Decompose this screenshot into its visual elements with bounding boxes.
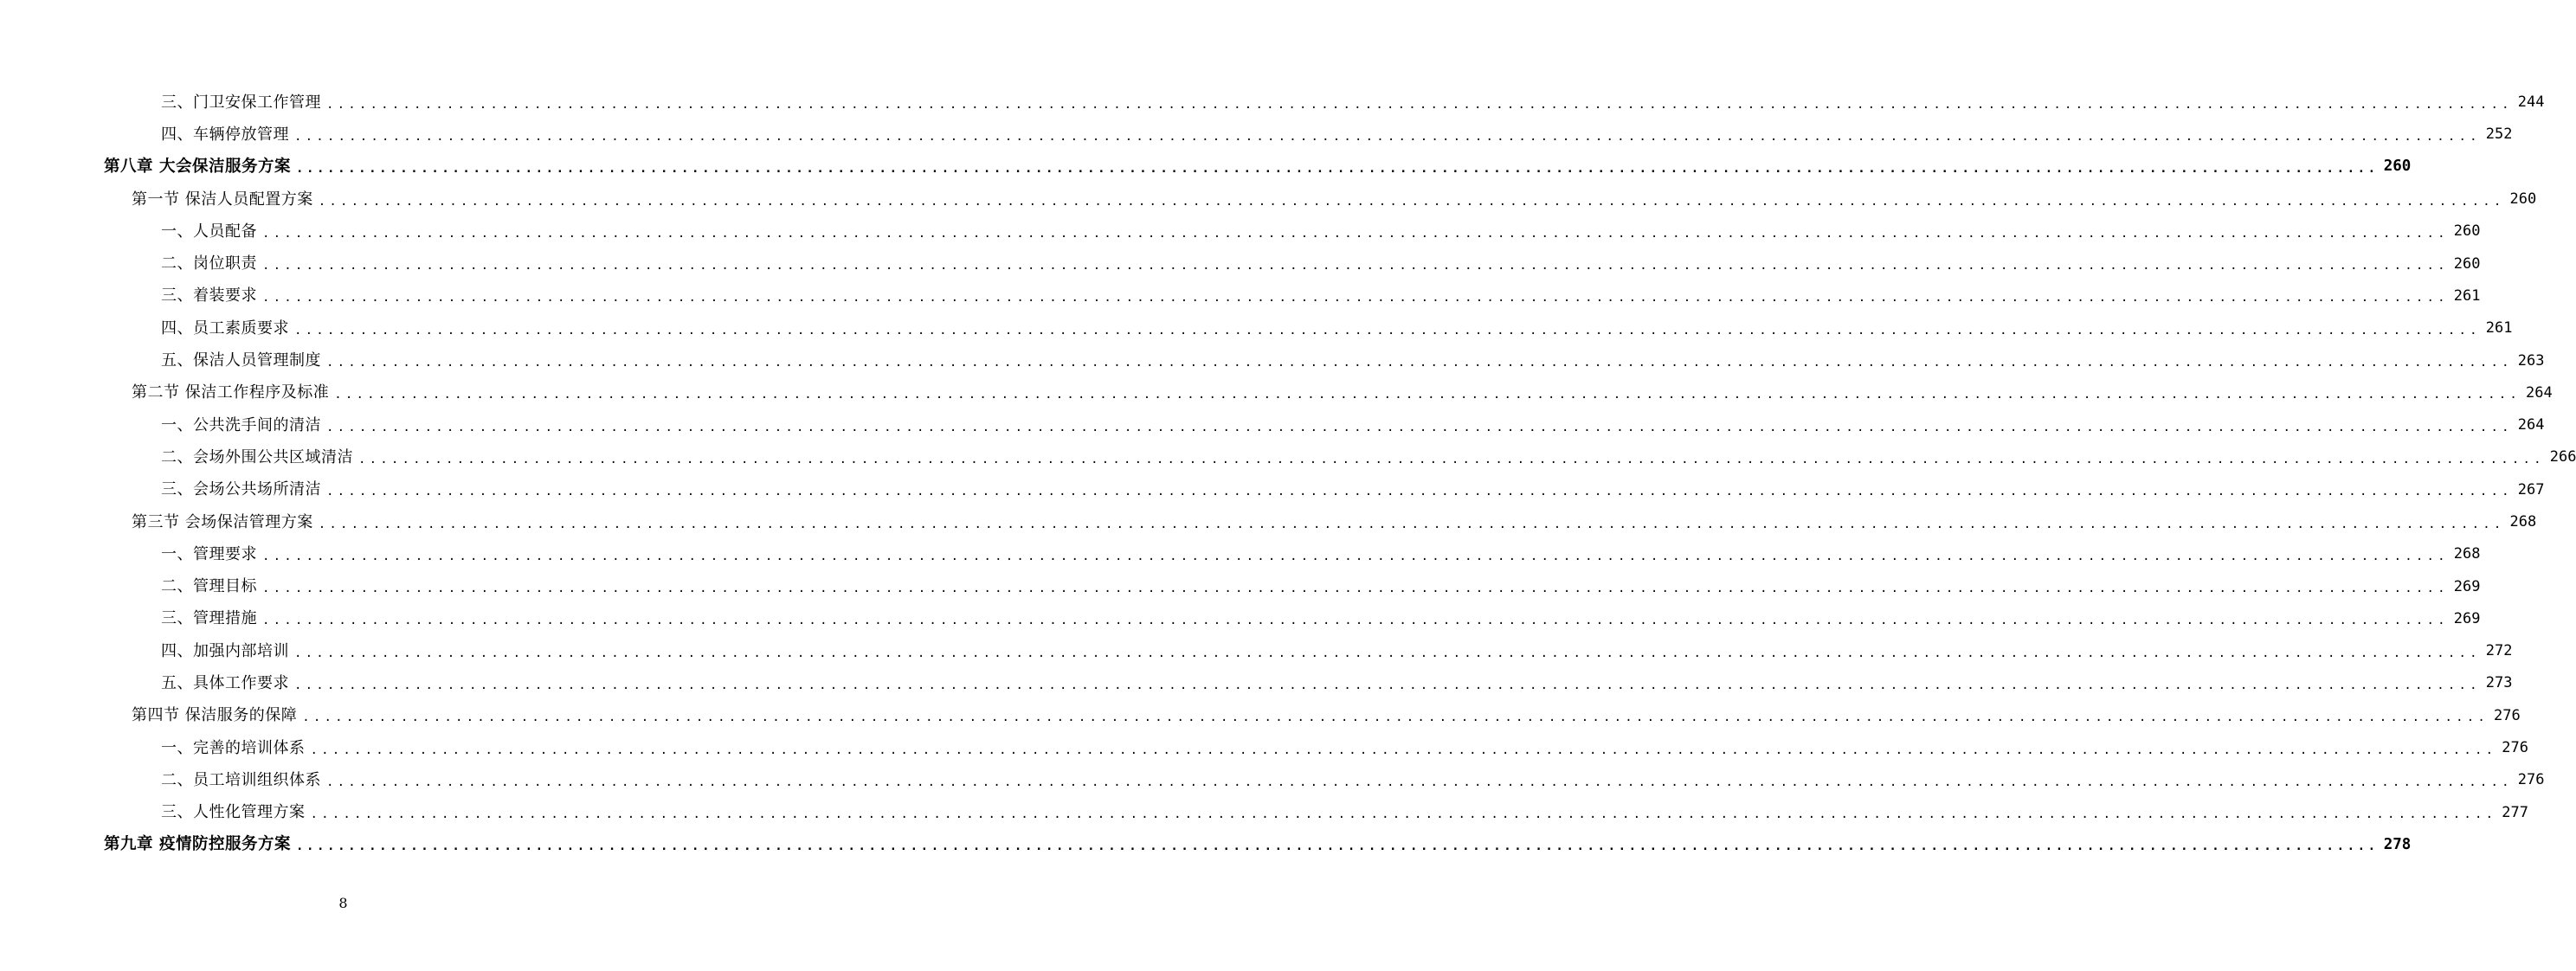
toc-dot-leader: ........................................................................................................................................................................................................ xyxy=(334,388,2521,402)
toc-entry-title: 五、保洁人员管理制度 xyxy=(161,351,321,370)
toc-entry-title: 第三节 会场保洁管理方案 xyxy=(132,512,313,531)
toc-entry-title: 第一节 保洁人员配置方案 xyxy=(132,190,313,209)
toc-dot-leader: ........................................................................................................................................................................................................ xyxy=(295,839,2379,854)
toc-dot-leader: ........................................................................................................................................................................................................ xyxy=(262,259,2449,273)
toc-dot-leader: ........................................................................................................................................................................................................ xyxy=(262,226,2449,241)
toc-dot-leader: ........................................................................................................................................................................................................ xyxy=(318,194,2505,209)
toc-entry-page: 260 xyxy=(2383,158,2412,176)
toc-entry-title: 四、加强内部培训 xyxy=(161,641,289,660)
toc-entry-page: 269 xyxy=(2453,609,2481,627)
toc-dot-leader: ........................................................................................................................................................................................................ xyxy=(294,323,2481,338)
toc-subsection-entry[interactable] xyxy=(0,344,2545,376)
toc-dot-leader: ........................................................................................................................................................................................................ xyxy=(310,743,2497,757)
toc-section-entry[interactable] xyxy=(0,183,2537,215)
toc-dot-leader: ........................................................................................................................................................................................................ xyxy=(326,97,2513,112)
toc-dot-leader: ........................................................................................................................................................................................................ xyxy=(262,549,2449,563)
toc-section-entry[interactable] xyxy=(0,506,2537,538)
toc-subsection-entry[interactable] xyxy=(0,87,2545,119)
toc-dot-leader: ........................................................................................................................................................................................................ xyxy=(295,162,2379,177)
toc-dot-leader: ........................................................................................................................................................................................................ xyxy=(326,420,2513,434)
page-number: 8 xyxy=(338,895,348,911)
toc-dot-leader: ........................................................................................................................................................................................................ xyxy=(326,356,2513,370)
toc-subsection-entry[interactable] xyxy=(0,215,2481,248)
toc-subsection-entry[interactable] xyxy=(0,280,2481,312)
toc-dot-leader: ........................................................................................................................................................................................................ xyxy=(326,775,2513,789)
toc-entry-page: 261 xyxy=(2485,319,2513,338)
toc-subsection-entry[interactable] xyxy=(0,441,2576,473)
toc-entry-page: 261 xyxy=(2453,286,2481,305)
toc-entry-page: 264 xyxy=(2525,383,2553,402)
toc-entry-page: 278 xyxy=(2383,835,2412,853)
toc-entry-page: 276 xyxy=(2493,706,2521,724)
toc-entry-page: 276 xyxy=(2517,771,2545,789)
toc-subsection-entry[interactable] xyxy=(0,474,2545,506)
toc-entry-page: 276 xyxy=(2502,739,2528,757)
toc-entry-page: 260 xyxy=(2453,222,2481,241)
toc-dot-leader: ........................................................................................................................................................................................................ xyxy=(310,807,2497,822)
toc-entry-page: 260 xyxy=(2509,190,2537,209)
toc-dot-leader: ........................................................................................................................................................................................................ xyxy=(302,711,2489,725)
toc-entry-title: 一、管理要求 xyxy=(161,544,257,563)
toc-entry-page: 277 xyxy=(2502,803,2528,821)
toc-entry-title: 第二节 保洁工作程序及标准 xyxy=(132,383,330,402)
toc-dot-leader: ........................................................................................................................................................................................................ xyxy=(294,678,2481,692)
toc-subsection-entry[interactable] xyxy=(0,312,2513,344)
toc-entry-title: 二、岗位职责 xyxy=(161,254,257,273)
toc-entry-page: 269 xyxy=(2453,577,2481,595)
toc-entry-title: 二、员工培训组织体系 xyxy=(161,770,321,789)
toc-dot-leader: ........................................................................................................................................................................................................ xyxy=(262,291,2449,305)
toc-entry-title: 三、管理措施 xyxy=(161,609,257,628)
toc-entry-title: 三、人性化管理方案 xyxy=(161,803,306,822)
toc-entry-title: 一、人员配备 xyxy=(161,222,257,241)
toc-entry-title: 四、员工素质要求 xyxy=(161,318,289,338)
toc-section-entry[interactable] xyxy=(0,377,2553,409)
toc-subsection-entry[interactable] xyxy=(0,248,2481,280)
toc-subsection-entry[interactable] xyxy=(0,119,2513,151)
toc-subsection-entry[interactable] xyxy=(0,603,2481,635)
toc-entry-page: 260 xyxy=(2453,254,2481,273)
toc-section-entry[interactable] xyxy=(0,700,2521,732)
toc-dot-leader: ........................................................................................................................................................................................................ xyxy=(294,646,2481,660)
toc-entry-page: 244 xyxy=(2517,93,2545,112)
toc-entry-page: 263 xyxy=(2517,351,2545,370)
toc-dot-leader: ........................................................................................................................................................................................................ xyxy=(294,129,2481,144)
toc-entry-page: 272 xyxy=(2485,642,2513,660)
toc-entry-title: 一、公共洗手间的清洁 xyxy=(161,415,321,434)
toc-dot-leader: ........................................................................................................................................................................................................ xyxy=(358,452,2545,466)
toc-entry-page: 268 xyxy=(2453,545,2481,563)
toc-subsection-entry[interactable] xyxy=(0,764,2545,796)
toc-entry-title: 二、会场外围公共区域清洁 xyxy=(161,447,353,466)
toc-subsection-entry[interactable] xyxy=(0,570,2481,602)
toc-dot-leader: ........................................................................................................................................................................................................ xyxy=(262,582,2449,596)
toc-chapter-entry[interactable] xyxy=(0,829,2412,861)
toc-entry-page: 273 xyxy=(2485,674,2513,692)
toc-entry-title: 五、具体工作要求 xyxy=(161,673,289,692)
toc-subsection-entry[interactable] xyxy=(0,667,2513,699)
toc-entry-page: 268 xyxy=(2509,513,2537,531)
toc-entry-title: 三、会场公共场所清洁 xyxy=(161,480,321,499)
toc-subsection-entry[interactable] xyxy=(0,409,2545,441)
toc-entry-title: 二、管理目标 xyxy=(161,577,257,596)
toc-subsection-entry[interactable] xyxy=(0,538,2481,570)
toc-subsection-entry[interactable] xyxy=(0,732,2528,764)
toc-entry-title: 第四节 保洁服务的保障 xyxy=(132,706,298,725)
toc-entry-page: 266 xyxy=(2549,448,2576,466)
toc-dot-leader: ........................................................................................................................................................................................................ xyxy=(262,614,2449,628)
toc-entry-title: 第八章 大会保洁服务方案 xyxy=(104,157,291,176)
toc-entry-title: 一、完善的培训体系 xyxy=(161,738,306,757)
toc-entry-page: 252 xyxy=(2485,125,2513,144)
toc-subsection-entry[interactable] xyxy=(0,635,2513,667)
toc-entry-title: 第九章 疫情防控服务方案 xyxy=(104,835,291,854)
toc-entry-page: 267 xyxy=(2517,480,2545,498)
toc-chapter-entry[interactable] xyxy=(0,151,2412,183)
toc-entry-title: 四、车辆停放管理 xyxy=(161,125,289,144)
toc-dot-leader: ........................................................................................................................................................................................................ xyxy=(326,485,2513,499)
table-of-contents xyxy=(0,87,2576,861)
toc-dot-leader: ........................................................................................................................................................................................................ xyxy=(318,517,2505,531)
toc-entry-title: 三、着装要求 xyxy=(161,286,257,305)
toc-entry-page: 264 xyxy=(2517,416,2545,434)
toc-entry-title: 三、门卫安保工作管理 xyxy=(161,93,321,112)
toc-subsection-entry[interactable] xyxy=(0,797,2528,829)
